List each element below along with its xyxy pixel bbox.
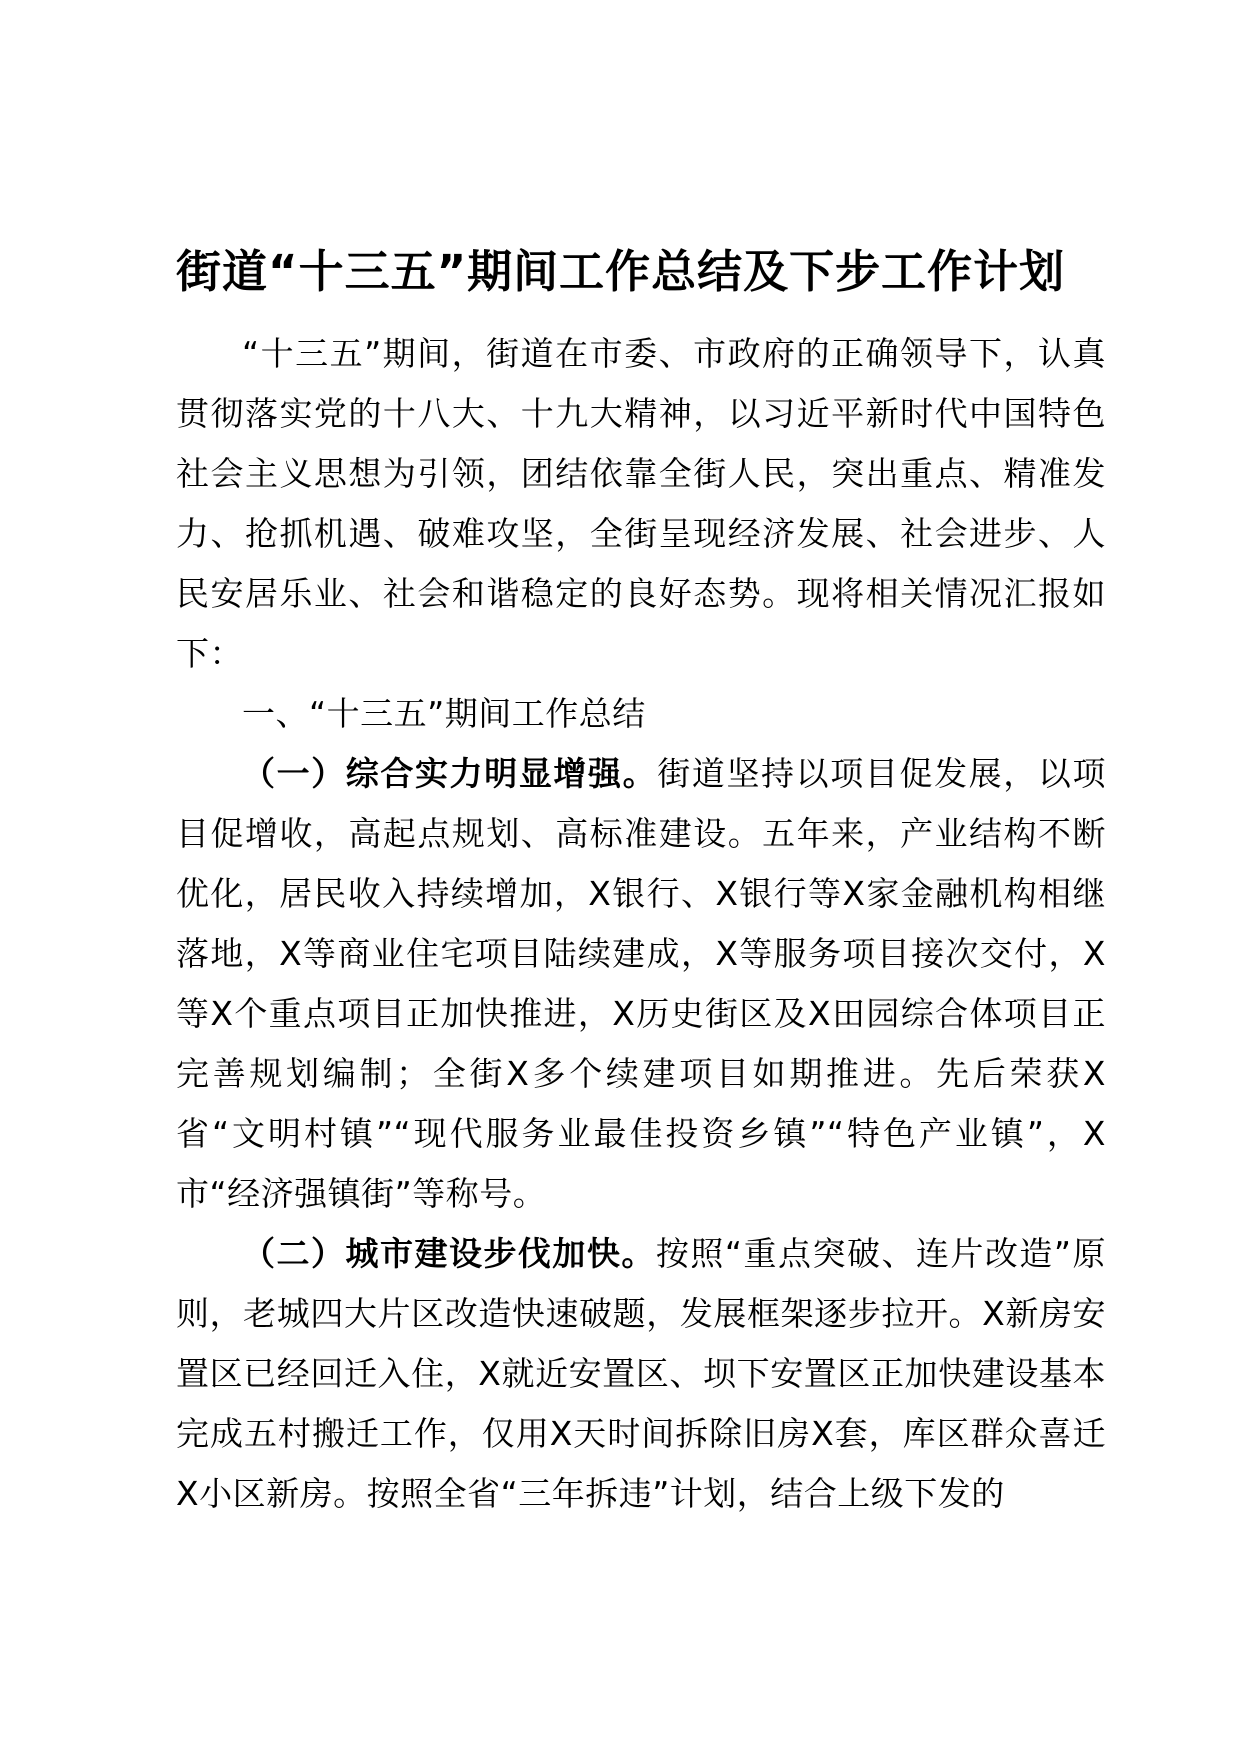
item-2-text: 按照“重点突破、连片改造”原则，老城四大片区改造快速破题，发展框架逐步拉开。X新房安置区已经回迁入住，X就近安置区、坝下安置区正加快建设基本完成五村搬迁工作，仅用X天时间拆除旧房X套，库区群众喜迁X小区新房。按照全省“三年拆违”计划，结合上级下发的 bbox=[176, 1234, 1106, 1513]
section-heading-summary: 一、“十三五”期间工作总结 bbox=[242, 694, 646, 733]
item-paragraph-2 bbox=[176, 1224, 1106, 1524]
document-page bbox=[176, 240, 1106, 1524]
item-1-lead: （一）综合实力明显增强。 bbox=[242, 754, 658, 793]
intro-paragraph: “十三五”期间，街道在市委、市政府的正确领导下，认真贯彻落实党的十八大、十九大精神，以习近平新时代中国特色社会主义思想为引领，团结依靠全街人民，突出重点、精准发力、抢抓机遇、破难攻坚，全街呈现经济发展、社会进步、人民安居乐业、社会和谐稳定的良好态势。现将相关情况汇报如下： bbox=[176, 334, 1106, 673]
document-title: 街道“十三五”期间工作总结及下步工作计划 bbox=[176, 245, 1066, 298]
item-1-text: 街道坚持以项目促发展，以项目促增收，高起点规划、高标准建设。五年来，产业结构不断优化，居民收入持续增加，X银行、X银行等X家金融机构相继落地，X等商业住宅项目陆续建成，X等服务项目接次交付，X等X个重点项目正加快推进，X历史街区及X田园综合体项目正完善规划编制；全街X多个续建项目如期推进。先后荣获X省“文明村镇”“现代服务业最佳投资乡镇”“特色产业镇”，X市“经济强镇街”等称号。 bbox=[176, 754, 1107, 1213]
item-2-lead: （二）城市建设步伐加快。 bbox=[242, 1234, 656, 1273]
item-paragraph-1 bbox=[176, 744, 1106, 1224]
